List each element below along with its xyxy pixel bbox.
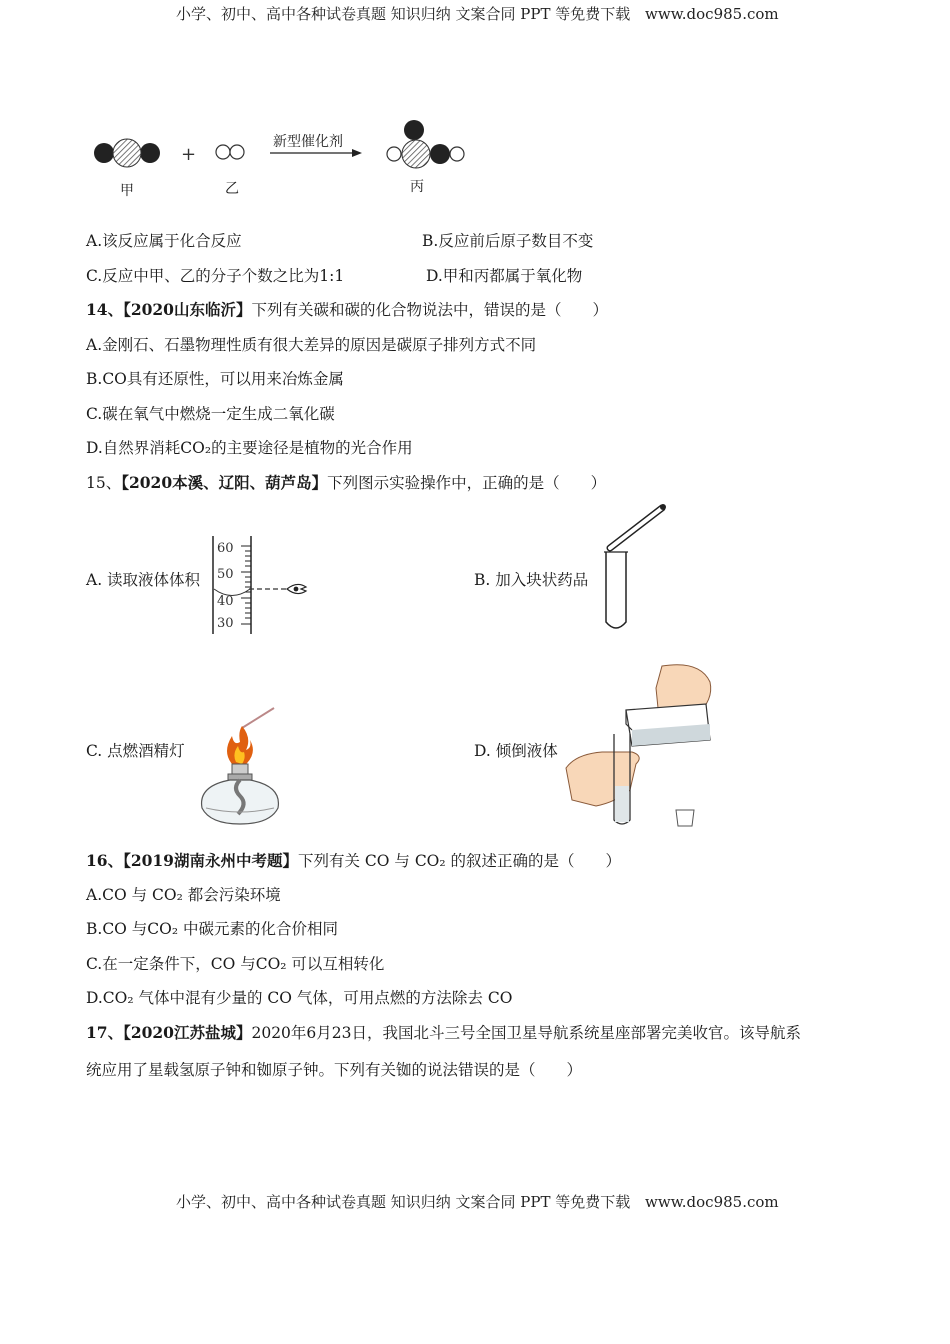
q17-source: 【2020江苏盐城】 (123, 1023, 252, 1042)
q16-text: 下列有关 CO 与 CO₂ 的叙述正确的是（ ） (297, 852, 622, 870)
tick-30: 30 (217, 616, 234, 631)
q15-option-a: A. 读取液体体积 (86, 571, 201, 589)
q15-number: 15、 (86, 474, 122, 492)
q15-option-d: D. 倾倒液体 (474, 742, 558, 760)
graduated-cylinder-figure (205, 532, 315, 638)
tick-50: 50 (217, 567, 234, 582)
q14-stem (86, 298, 608, 320)
reaction-diagram (0, 0, 950, 210)
q14-source: 【2020山东临沂】 (123, 300, 252, 319)
pouring-liquid-figure (566, 660, 726, 835)
molecule-jia (94, 139, 160, 167)
q13-option-c: C.反应中甲、乙的分子个数之比为1:1 (86, 267, 345, 285)
q14-text: 下列有关碳和碳的化合物说法中，错误的是（ ） (251, 301, 608, 319)
molecule-yi (216, 145, 244, 159)
tick-60: 60 (217, 541, 234, 556)
q17-text-1: 2020年6月23日，我国北斗三号全国卫星导航系统星座部署完美收官。该导航系 (251, 1024, 802, 1042)
plus-sign: + (181, 144, 197, 165)
q15-source: 【2020本溪、辽阳、葫芦岛】 (121, 473, 328, 492)
q15-option-c: C. 点燃酒精灯 (86, 742, 185, 760)
catalyst-label: 新型催化剂 (273, 134, 343, 150)
q15-stem (86, 471, 606, 493)
header-site: www.doc985.com (645, 5, 779, 23)
q16-option-b: B.CO 与CO₂ 中碳元素的化合价相同 (86, 920, 339, 938)
footer-text: 小学、初中、高中各种试卷真题 知识归纳 文案合同 PPT 等免费下载 (176, 1193, 631, 1211)
molecule-bing (387, 120, 464, 168)
q16-stem (86, 849, 621, 871)
q13-option-b: B.反应前后原子数目不变 (422, 232, 594, 250)
label-bing: 丙 (410, 179, 424, 195)
q16-number: 16、 (86, 851, 124, 870)
footer-site: www.doc985.com (645, 1193, 779, 1211)
label-yi: 乙 (225, 181, 239, 197)
q16-source: 【2019湖南永州中考题】 (123, 851, 298, 870)
q14-option-c: C.碳在氧气中燃烧一定生成二氧化碳 (86, 405, 335, 423)
arrow-head (352, 149, 362, 157)
q14-number: 14、 (86, 300, 124, 319)
q16-option-d: D.CO₂ 气体中混有少量的 CO 气体，可用点燃的方法除去 CO (86, 989, 513, 1007)
header-text: 小学、初中、高中各种试卷真题 知识归纳 文案合同 PPT 等免费下载 (176, 5, 631, 23)
test-tube-solid-figure (596, 500, 676, 635)
q15-text: 下列图示实验操作中，正确的是（ ） (327, 474, 607, 492)
q15-option-b: B. 加入块状药品 (474, 571, 589, 589)
alcohol-lamp-figure (196, 724, 286, 829)
q14-option-a: A.金刚石、石墨物理性质有很大差异的原因是碳原子排列方式不同 (86, 336, 537, 354)
q17-number: 17、 (86, 1023, 124, 1042)
q14-option-b: B.CO具有还原性，可以用来冶炼金属 (86, 370, 344, 388)
q13-option-d: D.甲和丙都属于氧化物 (426, 267, 583, 285)
q14-option-d: D.自然界消耗CO₂的主要途径是植物的光合作用 (86, 439, 413, 457)
label-jia: 甲 (120, 183, 134, 199)
q17-stem-line2: 统应用了星载氢原子钟和铷原子钟。下列有关铷的说法错误的是（ ） (86, 1061, 583, 1079)
tick-40: 40 (217, 594, 234, 609)
page-footer (176, 1191, 779, 1212)
q16-option-c: C.在一定条件下，CO 与CO₂ 可以互相转化 (86, 955, 385, 973)
q16-option-a: A.CO 与 CO₂ 都会污染环境 (86, 886, 281, 904)
q13-option-a: A.该反应属于化合反应 (86, 232, 242, 250)
q17-stem-line1 (86, 1021, 801, 1043)
